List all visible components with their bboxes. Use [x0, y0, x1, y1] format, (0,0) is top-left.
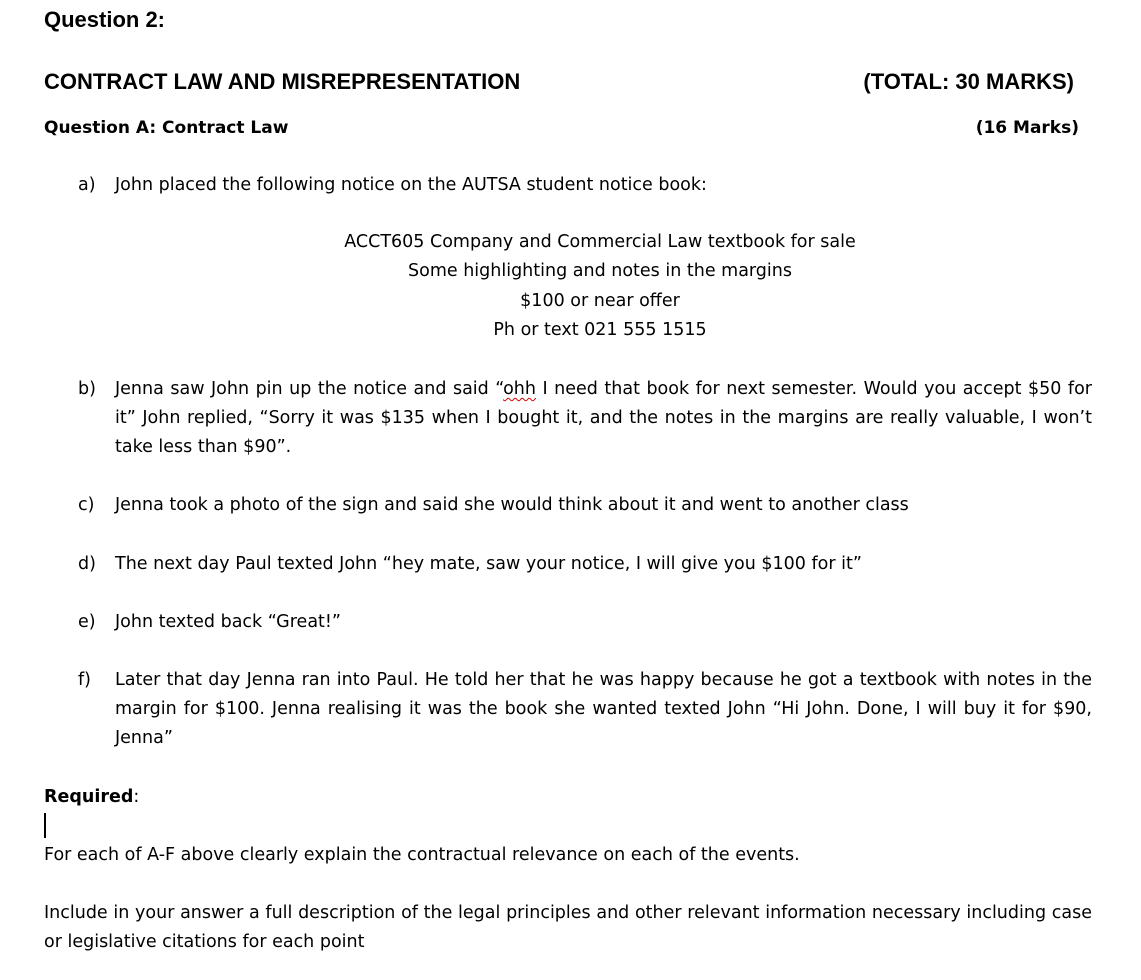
item-text-part: I need that book for next semester. Would you accept $50 for it” John replied, “Sorry it was $135 when I bought it, and the notes in the margins are really valuable, I won’t take less than $90”.: [115, 379, 1092, 457]
list-item-b: [78, 375, 1092, 462]
item-text: John placed the following notice on the AUTSA student notice book:: [115, 175, 707, 195]
item-label: a): [78, 175, 96, 195]
notice-line: $100 or near offer: [520, 290, 680, 311]
instruction-text: Include in your answer a full description of the legal principles and other relevant information necessary including case or legislative citations for each point: [44, 903, 1092, 952]
list-item-c: [78, 491, 1092, 520]
required-label: Required: [44, 787, 134, 807]
notice-line: Ph or text 021 555 1515: [493, 319, 707, 340]
item-label: b): [78, 379, 96, 399]
question-a-marks: (16 Marks): [975, 118, 1079, 138]
item-label: f): [78, 670, 91, 690]
text-cursor: [44, 813, 46, 838]
item-text: John texted back “Great!”: [115, 612, 341, 632]
item-text-part: Jenna saw John pin up the notice and said “: [115, 379, 504, 399]
item-label: c): [78, 495, 95, 515]
item-text: [115, 375, 1092, 462]
item-text: Later that day Jenna ran into Paul. He told her that he was happy because he got a textbook with notes in the margin for $100. Jenna realising it was the book she wanted texted John “Hi John. Done, I will buy it for $90, Jenna”: [115, 670, 1092, 748]
question-a-title: Question A: Contract Law: [44, 118, 289, 138]
required-colon: :: [133, 787, 140, 807]
question-heading: Question 2:: [44, 7, 166, 32]
item-label: e): [78, 612, 96, 632]
section-title: CONTRACT LAW AND MISREPRESENTATION: [44, 69, 521, 94]
spellcheck-flagged-word[interactable]: ohh: [503, 379, 536, 399]
instruction-text: For each of A-F above clearly explain the contractual relevance on each of the events.: [44, 845, 800, 865]
list-item-a: [78, 171, 1092, 200]
item-text: The next day Paul texted John “hey mate, saw your notice, I will give you $100 for it”: [115, 554, 862, 574]
list-item-d: [78, 550, 1092, 579]
notice-line: Some highlighting and notes in the margins: [408, 261, 792, 282]
required-heading: [44, 783, 139, 812]
notice-block: [300, 228, 900, 345]
item-label: d): [78, 554, 96, 574]
section-total-marks: (TOTAL: 30 MARKS): [863, 69, 1074, 94]
item-text: Jenna took a photo of the sign and said she would think about it and went to another class: [115, 495, 909, 515]
list-item-f: [78, 666, 1092, 753]
list-item-e: [78, 608, 1092, 637]
notice-line: ACCT605 Company and Commercial Law textbook for sale: [344, 232, 856, 252]
